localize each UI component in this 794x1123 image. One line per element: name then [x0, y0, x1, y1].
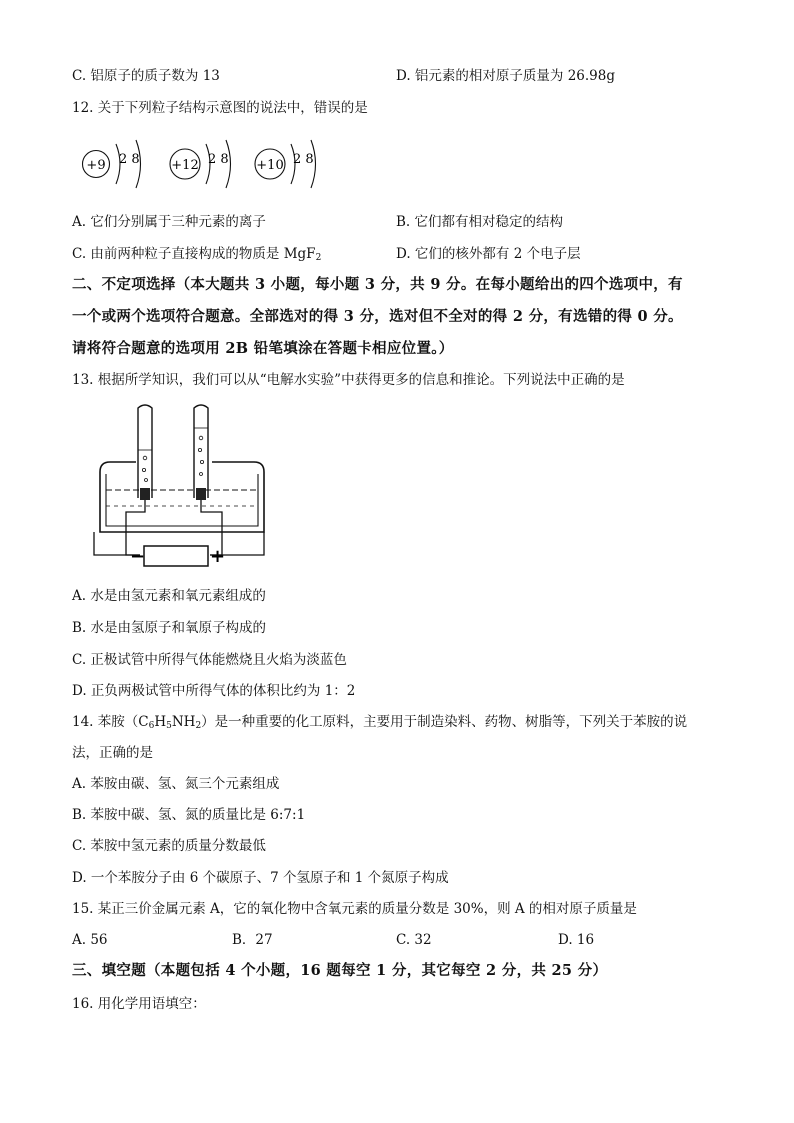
section2-line2: 一个或两个选项符合题意。全部选对的得 3 分，选对但不全对的得 2 分，有选错的得 0 分。	[72, 308, 683, 325]
section2-line1: 二、不定项选择（本大题共 3 小题，每小题 3 分，共 9 分。在每小题给出的四个选项中，有	[72, 276, 683, 293]
nucleus-charge-3: +10	[256, 158, 284, 173]
q15-option-a: A. 56	[72, 932, 108, 948]
left-electrode	[140, 488, 150, 500]
q14-stem-part3: NH	[171, 714, 196, 730]
left-test-tube	[138, 405, 152, 500]
q13-stem: 13. 根据所学知识，我们可以从“电解水实验”中获得更多的信息和推论。下列说法中正确的是	[72, 372, 625, 388]
q14-option-c: C. 苯胺中氢元素的质量分数最低	[72, 838, 266, 854]
q11-option-d: D. 铝元素的相对原子质量为 26.98g	[396, 68, 616, 84]
q14-option-d: D. 一个苯胺分子由 6 个碳原子、7 个氢原子和 1 个氮原子构成	[72, 870, 449, 886]
q14-stem-part2: H	[154, 714, 167, 730]
electron-shells-2: 2 8	[208, 152, 229, 167]
q14-stem-line2: 法，正确的是	[72, 745, 153, 761]
q12-option-c-text: C. 由前两种粒子直接构成的物质是 MgF	[72, 246, 316, 262]
q12-option-c	[72, 244, 321, 268]
electron-shells-1: 2 8	[119, 152, 140, 167]
electron-shells-3: 2 8	[293, 152, 314, 167]
section3-title: 三、填空题（本题包括 4 个小题，16 题每空 1 分，其它每空 2 分，共 25 分）	[72, 962, 608, 979]
q13-option-b: B. 水是由氢原子和氧原子构成的	[72, 620, 267, 636]
particle-diagram-1	[83, 140, 141, 188]
battery	[144, 546, 208, 566]
q14-stem-sub1: 6	[148, 721, 155, 731]
q14-stem-part4: ）是一种重要的化工原料，主要用于制造染料、药物、树脂等，下列关于苯胺的说	[201, 714, 688, 730]
q14-option-a: A. 苯胺由碳、氢、氮三个元素组成	[72, 776, 280, 792]
particle-diagram-3	[255, 140, 316, 188]
q12-option-b: B. 它们都有相对稳定的结构	[396, 214, 564, 230]
q15-stem: 15. 某正三价金属元素 A，它的氧化物中含氧元素的质量分数是 30%，则 A 的相对原子质量是	[72, 901, 637, 917]
particle-diagram-2	[170, 140, 231, 188]
q15-option-d: D. 16	[558, 932, 595, 948]
q12-stem: 12. 关于下列粒子结构示意图的说法中，错误的是	[72, 100, 368, 116]
q12-option-d: D. 它们的核外都有 2 个电子层	[396, 246, 581, 262]
q16-stem: 16. 用化学用语填空：	[72, 996, 206, 1012]
q15-option-b: B．27	[232, 932, 273, 948]
electrolysis-apparatus-diagram	[84, 400, 284, 582]
q14-stem-sub2: 5	[166, 721, 172, 731]
q14-stem-sub3: 2	[195, 721, 202, 731]
q11-option-c: C. 铝原子的质子数为 13	[72, 68, 220, 84]
battery-minus-sign: −	[130, 546, 146, 567]
right-test-tube	[194, 405, 208, 500]
nucleus-charge-1: +9	[86, 158, 106, 173]
q13-option-c: C. 正极试管中所得气体能燃烧且火焰为淡蓝色	[72, 652, 347, 668]
q13-option-d: D. 正负两极试管中所得气体的体积比约为 1：2	[72, 683, 356, 699]
q14-option-b: B. 苯胺中碳、氢、氮的质量比是 6:7:1	[72, 807, 306, 823]
nucleus-charge-2: +12	[171, 158, 199, 173]
q14-stem	[72, 712, 687, 736]
q13-option-a: A. 水是由氢元素和氧元素组成的	[72, 588, 266, 604]
water-trough	[100, 462, 264, 532]
q12-option-c-subscript: 2	[315, 253, 322, 263]
right-electrode	[196, 488, 206, 500]
battery-plus-sign: +	[210, 546, 226, 567]
q15-option-c: C. 32	[396, 932, 432, 948]
q12-option-a: A. 它们分别属于三种元素的离子	[72, 214, 266, 230]
section2-line3: 请将符合题意的选项用 2B 铅笔填涂在答题卡相应位置。）	[72, 340, 454, 357]
q14-stem-part1: 14. 苯胺（C	[72, 714, 149, 730]
particle-structure-diagrams	[72, 132, 362, 196]
